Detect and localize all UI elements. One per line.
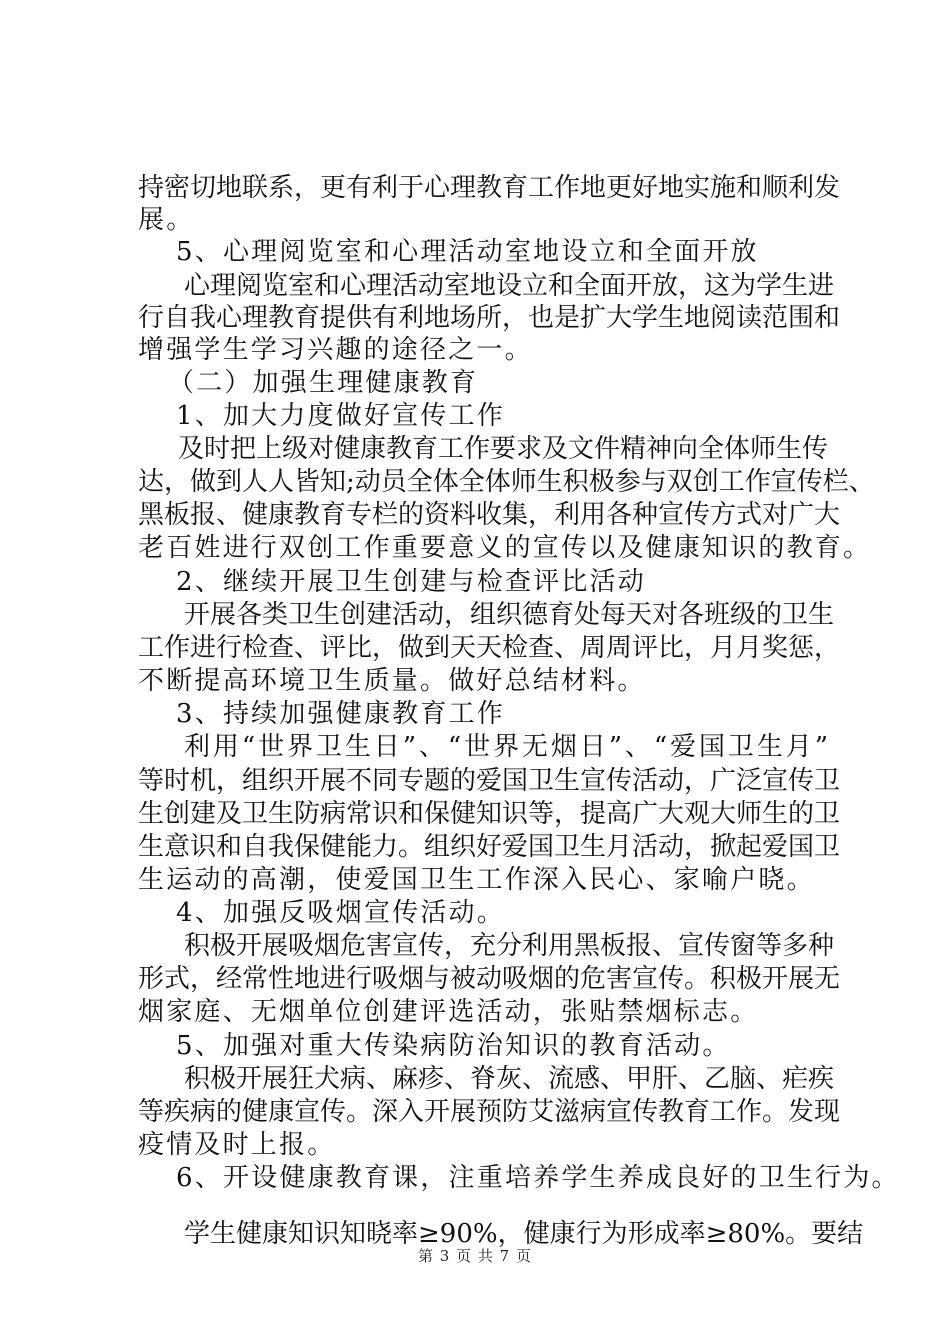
text-line: 1、加大力度做好宣传工作 [176,401,505,431]
text-line: 生意识和自我保健能力。组织好爱国卫生月活动，掀起爱国卫 [138,832,841,862]
text-line: 心理阅览室和心理活动室地设立和全面开放，这为学生进 [184,271,835,301]
text-line: 持密切地联系，更有利于心理教育工作地更好地实施和顺利发 [138,173,841,203]
text-line: 2、继续开展卫生创建与检查评比活动 [176,567,646,597]
text-line: 开展各类卫生创建活动，组织德育处每天对各班级的卫生 [184,600,835,630]
text-line: 黑板报、健康教育专栏的资料收集，利用各种宣传方式对广大 [138,500,841,530]
text-line: 展。 [138,205,195,235]
text-line: 烟家庭、无烟单位创建评选活动，张贴禁烟标志。 [138,997,759,1027]
text-line: 4、加强反吸烟宣传活动。 [176,898,505,928]
text-line: 及时把上级对健康教育工作要求及文件精神向全体师生传 [178,434,829,464]
text-line: 工作进行检查、评比，做到天天检查、周周评比，月月奖惩， [138,633,841,663]
text-line: 等疾病的健康宣传。深入开展预防艾滋病宣传教育工作。发现 [138,1097,841,1127]
text-line: 学生健康知识知晓率≥90%，健康行为形成率≥80%。要结 [184,1219,864,1249]
text-line: 形式，经常性地进行吸烟与被动吸烟的危害宣传。积极开展无 [138,964,841,994]
text-line: 生运动的高潮，使爱国卫生工作深入民心、家喻户晓。 [138,865,815,895]
text-line: （二）加强生理健康教育 [168,368,479,398]
text-line: 6、开设健康教育课，注重培养学生养成良好的卫生行为。 [176,1163,900,1193]
text-line: 等时机，组织开展不同专题的爱国卫生宣传活动，广泛宣传卫 [138,766,841,796]
page-footer: 第 3 页 共 7 页 [418,1247,532,1265]
text-line: 积极开展吸烟危害宣传，充分利用黑板报、宣传窗等多种 [184,931,835,961]
text-line: 利用“世界卫生日”、“世界无烟日”、“爱国卫生月” [184,732,828,762]
text-line: 积极开展狂犬病、麻疹、脊灰、流感、甲肝、乙脑、疟疾 [184,1064,835,1094]
text-line: 生创建及卫生防病常识和保健知识等，提高广大观大师生的卫 [138,799,841,829]
text-line: 5、加强对重大传染病防治知识的教育活动。 [176,1031,731,1061]
text-line: 5、心理阅览室和心理活动室地设立和全面开放 [176,237,759,267]
text-line: 增强学生学习兴趣的途径之一。 [138,335,533,365]
text-line: 3、持续加强健康教育工作 [176,699,505,729]
text-line: 老百姓进行双创工作重要意义的宣传以及健康知识的教育。 [138,533,872,563]
text-line: 达，做到人人皆知;动员全体全体师生积极参与双创工作宣传栏、 [138,467,875,497]
text-line: 疫情及时上报。 [138,1130,336,1160]
text-line: 行自我心理教育提供有利地场所，也是扩大学生地阅读范围和 [138,303,841,333]
text-line: 不断提高环境卫生质量。做好总结材料。 [138,666,646,696]
